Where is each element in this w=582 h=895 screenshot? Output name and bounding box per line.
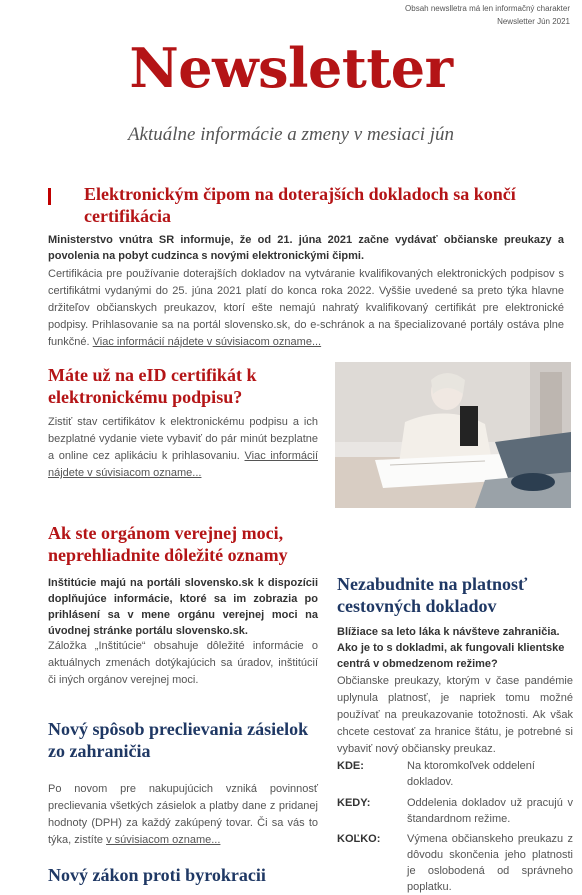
newsletter-subtitle: Aktuálne informácie a zmeny v mesiaci jún	[127, 124, 455, 145]
article1-body	[48, 266, 564, 351]
section-marker	[48, 188, 51, 205]
article6-lead: Blížiace sa leto láka k návšteve zahraničia. Ako je to s dokladmi, ak fungovali klientske centrá v obmedzenom režime?	[337, 626, 565, 670]
article1-link[interactable]: Viac informácií nájdete v súvisiacom oznamе...	[92, 336, 322, 348]
article6-title: Nezabudnite na platnosť cestovných dokladov	[337, 574, 528, 616]
info-row-cost	[337, 831, 573, 891]
article3-body: Záložka „Inštitúcie“ obsahuje dôležité informácie o aktuálnych zmenách dotýkajúcich sa úradov, inštitúcií či iných orgánov verejnej moci.	[48, 640, 318, 686]
info-desc: Oddelenia dokladov už pracujú v štandardnom režime.	[407, 797, 573, 825]
article5-title: Nový zákon proti byrokracii	[48, 865, 266, 885]
info-term: KDE:	[337, 760, 364, 772]
header-info	[405, 2, 570, 28]
info-term: KEDY:	[337, 797, 371, 809]
article1-body-text: Certifikácia pre používanie doterajších dokladov na vytváranie kvalifikovaných elektronických podpisov s certifikátmi vydanými do 25. júna 2021 platí do konca roka 2022. Vyššie uvedené sa preto týka hlavne držiteľov občianskych preukazov, ktorí ešte nemajú nahratý kvalifikovaný certifikát pre elektronické podpisy. Prihlasovanie sa na portál slovensko.sk, do e-schránok a na špecializované portály ostáva plne funkčné.	[48, 268, 564, 348]
article3-title: Ak ste orgánom verejnej moci, neprehliadnite dôležité oznamy	[48, 523, 288, 565]
newsletter-title: Newsletter	[129, 36, 453, 100]
article4-body	[48, 781, 318, 849]
article2-body-text: Zistiť stav certifikátov k elektronickému podpisu a ich bezplatné vydanie viete vybaviť do pár minút bezplatne a online cez aplikáciu k prihlasovaniu.	[48, 416, 318, 462]
info-row-where	[337, 758, 573, 790]
article3-lead: Inštitúcie majú na portáli slovensko.sk k dispozícii doplňujúce informácie, ktoré sa im zobrazia po prihlásení sa v mene orgánu verejnej moci na úvodnej stránke portálu slovensko.sk.	[48, 577, 318, 637]
article1-lead: Ministerstvo vnútra SR informuje, že od 21. júna 2021 začne vydávať občianske preukazy a povolenia na pobyt cudzinca s novými elektronickými čipmi.	[48, 234, 564, 262]
article4-title: Nový spôsob preclievania zásielok zo zahraničia	[48, 719, 309, 761]
article2-link[interactable]: Viac informácií nájdete v súvisiacom oznamе...	[48, 450, 318, 479]
article2-body	[48, 414, 318, 482]
article1-title: Elektronickým čipom na doterajších dokladoch sa končí certifikácia	[84, 184, 516, 226]
article2-title: Máte už na eID certifikát k elektronickému podpisu?	[48, 365, 257, 407]
disclaimer-text: Obsah newslletra má len informačný charakter	[405, 4, 570, 13]
article4-body-text: Po novom pre nakupujúcich vzniká povinnosť preclievania všetkých zásielok a platby dane z pridanej hodnoty (DPH) za každý zakúpený tovar. Či sa vás to týka, zistíte	[48, 783, 318, 846]
article4-link[interactable]: v súvisiacom oznamе...	[106, 834, 221, 846]
info-term: KOĽKO:	[337, 833, 381, 845]
info-row-when	[337, 795, 573, 827]
info-desc: Výmena občianskeho preukazu z dôvodu skončenia jeho platnosti je oslobodená od správneho poplatku.	[407, 833, 573, 893]
article-photo	[335, 362, 571, 508]
edition-text: Newsletter Jún 2021	[497, 17, 570, 26]
article6-body: Občianske preukazy, ktorým v čase pandémie uplynula platnosť, je napriek tomu možné používať na preukazovanie totožnosti. Ak však chcete cestovať za hranice štátu, je potrebné si vybaviť nový občiansky preukaz.	[337, 675, 573, 755]
info-desc: Na ktoromkoľvek oddelení dokladov.	[407, 760, 535, 788]
